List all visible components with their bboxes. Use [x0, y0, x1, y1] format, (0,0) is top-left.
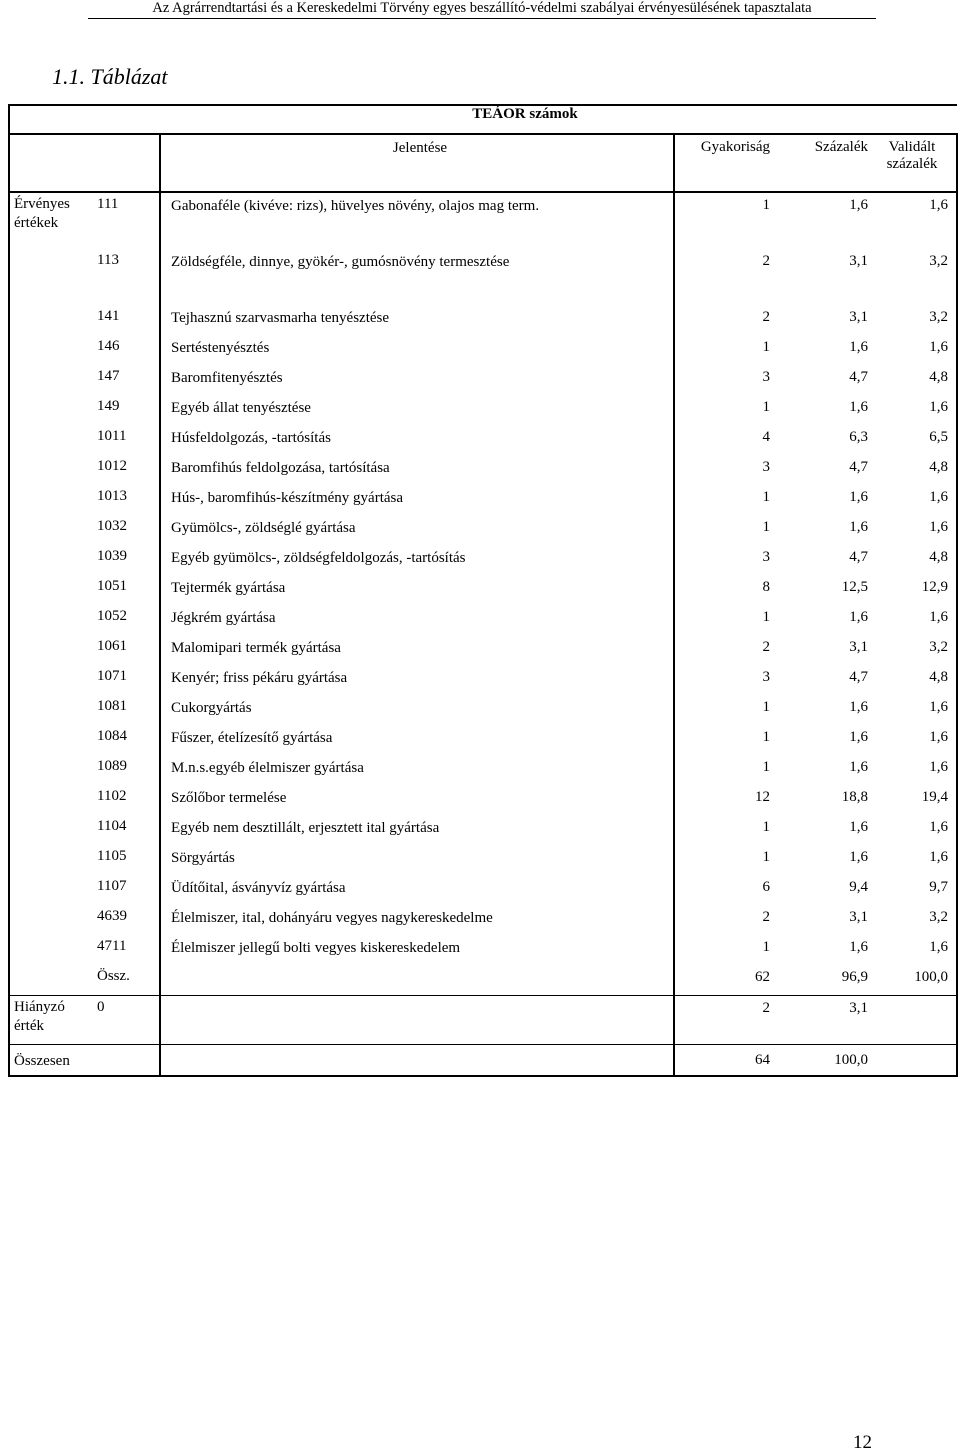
teaor-code: 1089: [97, 758, 127, 774]
valid-percent-value: 6,5: [872, 425, 957, 455]
percent-value: 18,8: [841, 789, 868, 805]
teaor-code: 1061: [97, 638, 127, 654]
teaor-meaning: Fűszer, ételízesítő gyártása: [160, 725, 674, 755]
frequency-value: 3: [674, 455, 778, 485]
table-row: [9, 249, 957, 305]
frequency-value: 1: [674, 395, 778, 425]
frequency-value: 3: [674, 665, 778, 695]
frequency-value: 2: [674, 305, 778, 335]
frequency-value: 2: [674, 905, 778, 935]
frequency-value: 6: [674, 875, 778, 905]
page-number: 12: [853, 1432, 872, 1453]
table-row: [9, 725, 957, 755]
teaor-code: 1105: [97, 848, 127, 864]
frequency-value: 1: [674, 485, 778, 515]
valid-percent-value: 1,6: [872, 335, 957, 365]
table-row: [9, 905, 957, 935]
frequency-value: 1: [674, 605, 778, 635]
teaor-code: 1013: [97, 488, 127, 504]
valid-percent-value: 1,6: [872, 695, 957, 725]
percent-value: 1,6: [849, 489, 868, 505]
teaor-meaning: M.n.s.egyéb élelmiszer gyártása: [160, 755, 674, 785]
percent-value: 1,6: [849, 939, 868, 955]
total-percent: 100,0: [778, 1045, 872, 1077]
valid-percent-value: 1,6: [872, 725, 957, 755]
teaor-meaning: Szőlőbor termelése: [160, 785, 674, 815]
teaor-code: 113: [97, 252, 119, 268]
valid-percent-value: 3,2: [872, 249, 957, 305]
teaor-code: 1032: [97, 518, 127, 534]
valid-percent-value: 100,0: [872, 965, 957, 996]
frequency-value: 8: [674, 575, 778, 605]
teaor-meaning: [160, 965, 674, 996]
table-row: [9, 192, 957, 249]
teaor-meaning: Gabonaféle (kivéve: rizs), hüvelyes növény, olajos mag term.: [160, 192, 674, 249]
valid-percent-value: 1,6: [872, 515, 957, 545]
percent-value: 3,1: [849, 253, 868, 269]
table-row: [9, 695, 957, 725]
valid-percent-value: 3,2: [872, 905, 957, 935]
valid-percent-value: 1,6: [872, 935, 957, 965]
frequency-value: 1: [674, 815, 778, 845]
valid-percent-value: 1,6: [872, 815, 957, 845]
teaor-meaning: Baromfihús feldolgozása, tartósítása: [160, 455, 674, 485]
percent-value: 6,3: [849, 429, 868, 445]
percent-value: 1,6: [849, 609, 868, 625]
teaor-code: 141: [97, 308, 120, 324]
valid-percent-value: 1,6: [872, 192, 957, 249]
teaor-code: 4639: [97, 908, 127, 924]
teaor-meaning: Tejhasznú szarvasmarha tenyésztése: [160, 305, 674, 335]
percent-value: 4,7: [849, 669, 868, 685]
teaor-meaning: Malomipari termék gyártása: [160, 635, 674, 665]
teaor-meaning: Élelmiszer jellegű bolti vegyes kiskereskedelem: [160, 935, 674, 965]
teaor-code: 1051: [97, 578, 127, 594]
teaor-meaning: Sörgyártás: [160, 845, 674, 875]
table-row: [9, 845, 957, 875]
teaor-meaning: Jégkrém gyártása: [160, 605, 674, 635]
valid-percent-value: 1,6: [872, 845, 957, 875]
frequency-value: 1: [674, 192, 778, 249]
percent-value: 3,1: [849, 639, 868, 655]
teaor-code: 1081: [97, 698, 127, 714]
valid-percent-value: 3,2: [872, 305, 957, 335]
table-row: [9, 545, 957, 575]
teaor-code: 1084: [97, 728, 127, 744]
percent-value: 12,5: [841, 579, 868, 595]
percent-value: 1,6: [849, 699, 868, 715]
table-row: [9, 605, 957, 635]
teaor-code: 1011: [97, 428, 127, 444]
total-frequency: 64: [674, 1045, 778, 1077]
frequency-value: 3: [674, 545, 778, 575]
table-caption: 1.1. Táblázat: [52, 64, 168, 89]
missing-percent: 3,1: [778, 996, 872, 1045]
frequency-value: 1: [674, 755, 778, 785]
frequency-value: 4: [674, 425, 778, 455]
teaor-meaning: Egyéb nem desztillált, erjesztett ital gyártása: [160, 815, 674, 845]
teaor-code: 149: [97, 398, 120, 414]
missing-group-label: Hiányzó érték: [9, 996, 93, 1045]
valid-percent-value: 4,8: [872, 545, 957, 575]
table-row: [9, 665, 957, 695]
valid-percent-value: 12,9: [872, 575, 957, 605]
percent-value: 1,6: [849, 729, 868, 745]
teaor-meaning: Hús-, baromfihús-készítmény gyártása: [160, 485, 674, 515]
teaor-meaning: Cukorgyártás: [160, 695, 674, 725]
teaor-code: 4711: [97, 938, 127, 954]
teaor-code: 1104: [97, 818, 127, 834]
valid-percent-value: 3,2: [872, 635, 957, 665]
percent-value: 3,1: [849, 909, 868, 925]
teaor-meaning: Üdítőital, ásványvíz gyártása: [160, 875, 674, 905]
column-header-valid-percent: Validált százalék: [872, 134, 957, 192]
total-label: Összesen: [9, 1045, 160, 1077]
teaor-code: 1102: [97, 788, 127, 804]
frequency-value: 3: [674, 365, 778, 395]
frequency-value: 12: [674, 785, 778, 815]
frequency-value: 1: [674, 845, 778, 875]
table-row: [9, 365, 957, 395]
percent-value: 1,6: [778, 192, 872, 249]
table-row: [9, 935, 957, 965]
frequency-value: 1: [674, 695, 778, 725]
frequency-value: 1: [674, 725, 778, 755]
teaor-meaning: Sertéstenyésztés: [160, 335, 674, 365]
percent-value: 4,7: [849, 549, 868, 565]
percent-value: 9,4: [849, 879, 868, 895]
valid-percent-value: 4,8: [872, 365, 957, 395]
teaor-code: 1107: [97, 878, 127, 894]
percent-value: 1,6: [849, 819, 868, 835]
table-row: [9, 875, 957, 905]
table-title: TEÁOR számok: [93, 105, 957, 134]
missing-code: 0: [93, 996, 160, 1045]
teaor-meaning: Gyümölcs-, zöldséglé gyártása: [160, 515, 674, 545]
percent-value: 4,7: [849, 459, 868, 475]
table-row: [9, 515, 957, 545]
percent-value: 96,9: [841, 969, 868, 985]
table-row: [9, 575, 957, 605]
table-row: [9, 425, 957, 455]
frequency-value: 1: [674, 935, 778, 965]
table-row: [9, 485, 957, 515]
valid-percent-value: 1,6: [872, 395, 957, 425]
percent-value: 1,6: [849, 849, 868, 865]
table-row: [9, 965, 957, 996]
valid-percent-value: 1,6: [872, 485, 957, 515]
teaor-meaning: Kenyér; friss pékáru gyártása: [160, 665, 674, 695]
missing-row: [9, 996, 957, 1045]
teaor-code: 111: [93, 192, 160, 249]
teaor-meaning: Élelmiszer, ital, dohányáru vegyes nagykereskedelme: [160, 905, 674, 935]
valid-percent-value: 1,6: [872, 605, 957, 635]
total-row: [9, 1045, 957, 1077]
table-row: [9, 335, 957, 365]
percent-value: 1,6: [849, 519, 868, 535]
column-header-meaning: Jelentése: [160, 134, 674, 192]
table-row: [9, 755, 957, 785]
missing-frequency: 2: [674, 996, 778, 1045]
table-row: [9, 815, 957, 845]
column-header-percent: Százalék: [778, 134, 872, 192]
frequency-value: 2: [674, 249, 778, 305]
teaor-code: Össz.: [97, 968, 130, 984]
table-row: [9, 455, 957, 485]
teaor-code: 146: [97, 338, 120, 354]
frequency-value: 2: [674, 635, 778, 665]
teaor-code: 1039: [97, 548, 127, 564]
frequency-value: 1: [674, 335, 778, 365]
running-header: Az Agrárrendtartási és a Kereskedelmi Törvény egyes beszállító-védelmi szabályai érvényesülésének tapasztalata: [88, 0, 876, 19]
teaor-meaning: Egyéb állat tenyésztése: [160, 395, 674, 425]
frequency-table: [8, 104, 958, 1077]
frequency-value: 62: [674, 965, 778, 996]
teaor-meaning: Zöldségféle, dinnye, gyökér-, gumósnövény termesztése: [160, 249, 674, 305]
table-row: [9, 785, 957, 815]
teaor-code: 1012: [97, 458, 127, 474]
teaor-meaning: Egyéb gyümölcs-, zöldségfeldolgozás, -tartósítás: [160, 545, 674, 575]
percent-value: 4,7: [849, 369, 868, 385]
teaor-meaning: Tejtermék gyártása: [160, 575, 674, 605]
column-header-frequency: Gyakoriság: [674, 134, 778, 192]
percent-value: 1,6: [849, 759, 868, 775]
valid-percent-value: 4,8: [872, 665, 957, 695]
percent-value: 1,6: [849, 339, 868, 355]
teaor-code: 1071: [97, 668, 127, 684]
valid-percent-value: 19,4: [872, 785, 957, 815]
teaor-code: 1052: [97, 608, 127, 624]
valid-percent-value: 4,8: [872, 455, 957, 485]
valid-values-group-label: Érvényes értékek: [9, 192, 93, 996]
teaor-meaning: Baromfitenyésztés: [160, 365, 674, 395]
valid-percent-value: 9,7: [872, 875, 957, 905]
table-row: [9, 305, 957, 335]
frequency-value: 1: [674, 515, 778, 545]
percent-value: 1,6: [849, 399, 868, 415]
teaor-code: 147: [97, 368, 120, 384]
table-row: [9, 635, 957, 665]
valid-percent-value: 1,6: [872, 755, 957, 785]
teaor-meaning: Húsfeldolgozás, -tartósítás: [160, 425, 674, 455]
percent-value: 3,1: [849, 309, 868, 325]
table-row: [9, 395, 957, 425]
